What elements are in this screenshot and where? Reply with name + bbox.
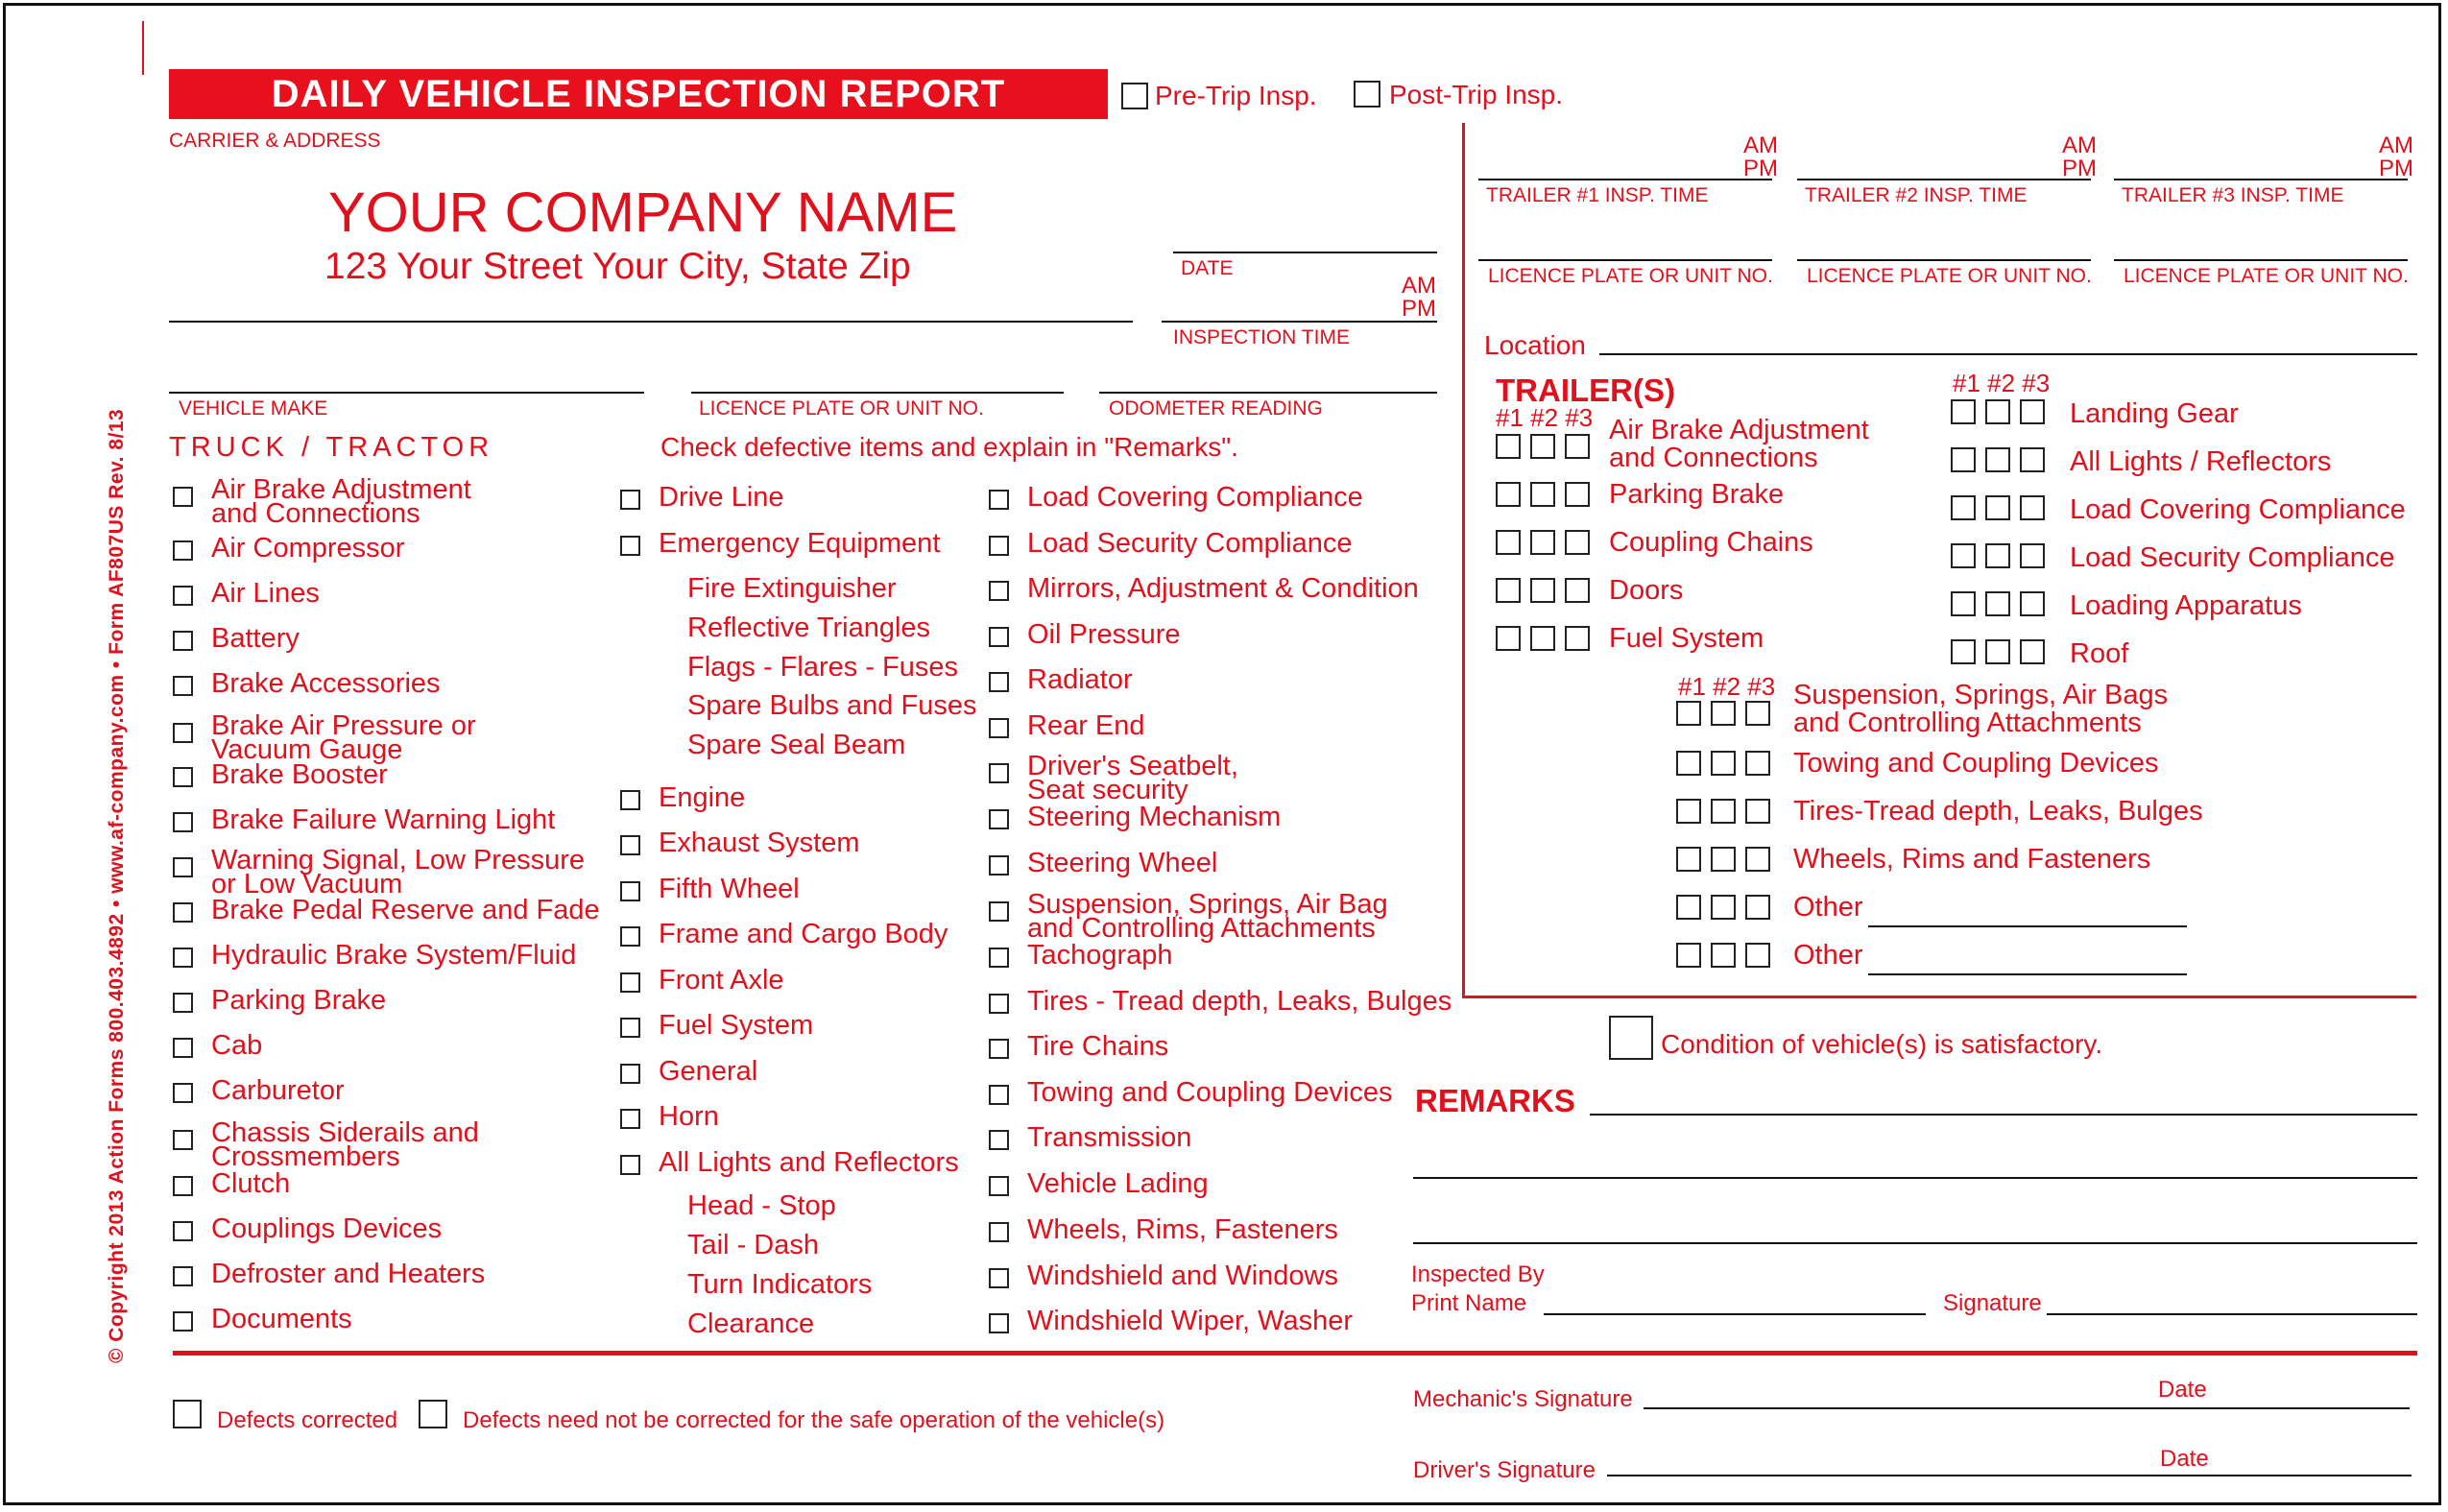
checkbox-general[interactable] [620,1064,640,1084]
trailer-item-label: Parking Brake [1609,479,1785,510]
roof-trailer-1-checkbox[interactable] [1951,639,1976,664]
item-label: Load Covering Compliance [1027,482,1363,513]
checkbox-brake-booster[interactable] [173,767,193,787]
item-label: Chassis Siderails and Crossmembers [211,1117,479,1172]
pre-trip-checkbox[interactable] [1121,83,1148,109]
trailer-item-label: Other [1793,940,1863,971]
checkbox-brake-air-pressure-or-vacuum-gauge[interactable] [173,723,193,743]
item-label: Warning Signal, Low Pressure or Low Vacuum [211,845,585,900]
defects-not-needed-checkbox[interactable] [419,1400,447,1428]
landing-gear-trailer-2-checkbox[interactable] [1985,399,2010,424]
driver-date-label: Date [2160,1446,2209,1472]
checkbox-radiator[interactable] [989,672,1009,692]
mechanic-signature-line[interactable] [1644,1407,2410,1409]
emergency-sub-item: Fire Extinguisher [687,573,897,604]
item-label: Battery [211,623,300,654]
trailer-3-time-line[interactable] [2114,179,2408,180]
checkbox-documents[interactable] [173,1311,193,1332]
remarks-line-2[interactable] [1413,1177,2417,1179]
checkbox-chassis-siderails-and-crossmembers[interactable] [173,1130,193,1150]
doors-trailer-1-checkbox[interactable] [1496,578,1521,603]
item-label: Emergency Equipment [659,528,941,559]
trailer-right-nums: #1 #2 #3 [1953,369,2051,397]
loading-apparatus-trailer-2-checkbox[interactable] [1985,591,2010,616]
checkbox-emergency-equipment[interactable] [620,536,640,556]
coupling-chains-trailer-2-checkbox[interactable] [1530,530,1555,555]
inspection-time-line[interactable] [1162,321,1437,323]
towing-and-coupling-devices-1-trailer-2-checkbox[interactable] [1711,751,1736,776]
am-label: AM [1402,273,1436,299]
trailer-item-label: All Lights / Reflectors [2070,446,2332,477]
item-label: Windshield Wiper, Washer [1027,1306,1353,1336]
trailers-heading: TRAILER(S) [1496,372,1675,408]
item-label: Defroster and Heaters [211,1259,486,1289]
truck-instruction: Check defective items and explain in "Remarks". [660,432,1238,462]
checkbox-load-covering-compliance[interactable] [989,490,1009,510]
trailer-2-licence-label: LICENCE PLATE OR UNIT NO. [1807,265,2092,287]
checkbox-exhaust-system[interactable] [620,835,640,855]
checkbox-driver-s-seatbelt-seat-security[interactable] [989,763,1009,783]
date-label: DATE [1181,257,1234,279]
checkbox-front-axle[interactable] [620,972,640,993]
item-label: Parking Brake [211,985,387,1016]
checkbox-rear-end[interactable] [989,718,1009,738]
load-security-compliance-trailer-1-checkbox[interactable] [1951,543,1976,568]
trailer-item-label: Suspension, Springs, Air Bags and Controlling Attachments [1793,680,2169,738]
load-security-compliance-trailer-2-checkbox[interactable] [1985,543,2010,568]
lights-sub-item: Head - Stop [687,1190,836,1221]
licence-label: LICENCE PLATE OR UNIT NO. [699,397,984,420]
mechanic-date-label: Date [2158,1377,2207,1403]
checkbox-oil-pressure[interactable] [989,627,1009,647]
load-covering-compliance-trailer-3-checkbox[interactable] [2020,495,2045,520]
item-label: Horn [659,1101,719,1132]
item-label: Transmission [1027,1122,1192,1153]
trailer-2-licence-line[interactable] [1797,259,2091,261]
corner-tick [142,21,144,75]
post-trip-label: Post-Trip Insp. [1389,80,1564,109]
checkbox-fifth-wheel[interactable] [620,881,640,901]
item-label: Driver's Seatbelt, Seat security [1027,751,1238,805]
parking-brake-trailer-2-checkbox[interactable] [1530,482,1555,507]
roof-trailer-2-checkbox[interactable] [1985,639,2010,664]
suspension-springs-air-bags-and-controlling-attachments-0-trailer-2-checkbox[interactable] [1711,701,1736,726]
item-label: Tachograph [1027,940,1173,971]
company-name: YOUR COMPANY NAME [328,181,958,244]
vehicle-make-line[interactable] [169,392,644,394]
trailer-item-label: Towing and Coupling Devices [1793,748,2159,779]
remarks-line-1[interactable] [1590,1114,2417,1116]
checkbox-brake-pedal-reserve-and-fade[interactable] [173,902,193,923]
checkbox-warning-signal-low-pressure-or-low-vacuum[interactable] [173,857,193,877]
address-line [169,321,1133,323]
fuel-system-trailer-2-checkbox[interactable] [1530,626,1555,651]
location-label: Location [1484,330,1586,360]
item-label: Carburetor [211,1075,345,1106]
emergency-sub-item: Reflective Triangles [687,612,931,643]
checkbox-steering-wheel[interactable] [989,855,1009,876]
checkbox-windshield-and-windows[interactable] [989,1268,1009,1288]
trailer-2-time-line[interactable] [1797,179,2091,180]
checkbox-parking-brake[interactable] [173,993,193,1013]
other-4-trailer-1-checkbox[interactable] [1676,895,1701,920]
satisfactory-label: Condition of vehicle(s) is satisfactory. [1661,1029,2103,1059]
print-name-label: Print Name [1411,1290,1527,1316]
checkbox-wheels-rims-fasteners[interactable] [989,1222,1009,1242]
item-label: Tire Chains [1027,1031,1169,1062]
air-brake-adjustment-and-connections-trailer-2-checkbox[interactable] [1530,434,1555,459]
trailer-item-label: Load Security Compliance [2070,542,2395,573]
post-trip-checkbox[interactable] [1354,81,1380,108]
item-label: Brake Pedal Reserve and Fade [211,895,600,925]
trailer-item-label: Wheels, Rims and Fasteners [1793,844,2151,875]
checkbox-tire-chains[interactable] [989,1039,1009,1059]
item-label: Rear End [1027,710,1145,741]
emergency-sub-item: Spare Seal Beam [687,730,906,760]
checkbox-couplings-devices[interactable] [173,1221,193,1241]
item-label: Brake Failure Warning Light [211,804,556,835]
wheels-rims-and-fasteners-3-trailer-1-checkbox[interactable] [1676,847,1701,872]
trailer-left-nums: #1 #2 #3 [1496,403,1594,432]
other-line-1[interactable] [1868,925,2187,927]
inspected-by-label: Inspected By [1411,1261,1545,1287]
doors-trailer-2-checkbox[interactable] [1530,578,1555,603]
suspension-springs-air-bags-and-controlling-attachments-0-trailer-3-checkbox[interactable] [1745,701,1770,726]
all-lights-reflectors-trailer-3-checkbox[interactable] [2020,447,2045,472]
checkbox-brake-accessories[interactable] [173,676,193,696]
item-label: Vehicle Lading [1027,1168,1209,1199]
trailer-bottom-nums: #1 #2 #3 [1678,672,1776,701]
all-lights-reflectors-trailer-2-checkbox[interactable] [1985,447,2010,472]
item-label: Frame and Cargo Body [659,919,948,949]
item-label: Exhaust System [659,828,860,858]
checkbox-clutch[interactable] [173,1176,193,1196]
item-label: Mirrors, Adjustment & Condition [1027,573,1419,604]
copyright-side-text: © Copyright 2013 Action Forms 800.403.4892 • www.af-company.com • Form AF807US Rev. 8/13 [106,408,128,1363]
fuel-system-trailer-3-checkbox[interactable] [1565,626,1590,651]
load-covering-compliance-trailer-2-checkbox[interactable] [1985,495,2010,520]
checkbox-carburetor[interactable] [173,1083,193,1103]
trailer-1-licence-line[interactable] [1478,259,1772,261]
air-brake-adjustment-and-connections-trailer-3-checkbox[interactable] [1565,434,1590,459]
checkbox-tachograph[interactable] [989,948,1009,968]
item-label: General [659,1056,758,1087]
pm-label: PM [1402,296,1436,322]
lights-sub-item: Tail - Dash [687,1230,819,1260]
loading-apparatus-trailer-3-checkbox[interactable] [2020,591,2045,616]
trailer-item-label: Roof [2070,638,2129,669]
checkbox-frame-and-cargo-body[interactable] [620,926,640,947]
item-label: Cab [211,1030,263,1061]
parking-brake-trailer-1-checkbox[interactable] [1496,482,1521,507]
trailer-3-time-label: TRAILER #3 INSP. TIME [2122,184,2344,206]
trailer-divider-vertical [1462,123,1465,998]
checkbox-tires-tread-depth-leaks-bulges[interactable] [989,994,1009,1014]
other-5-trailer-2-checkbox[interactable] [1711,943,1736,968]
location-line[interactable] [1599,353,2417,355]
trailer-divider-horizontal [1465,996,2416,998]
item-label: Hydraulic Brake System/Fluid [211,940,577,971]
driver-signature-line[interactable] [1607,1475,2412,1476]
trailer-1-time-line[interactable] [1478,179,1772,180]
company-address: 123 Your Street Your City, State Zip [324,246,911,287]
item-label: Air Compressor [211,533,405,564]
checkbox-brake-failure-warning-light[interactable] [173,812,193,832]
checkbox-hydraulic-brake-system-fluid[interactable] [173,948,193,968]
bottom-rule [173,1351,2417,1356]
trailer-3-licence-line[interactable] [2114,259,2408,261]
coupling-chains-trailer-1-checkbox[interactable] [1496,530,1521,555]
pre-trip-label: Pre-Trip Insp. [1155,81,1317,110]
item-label: Tires - Tread depth, Leaks, Bulges [1027,986,1452,1017]
trailer-item-label: Load Covering Compliance [2070,494,2406,525]
doors-trailer-3-checkbox[interactable] [1565,578,1590,603]
other-4-trailer-2-checkbox[interactable] [1711,895,1736,920]
checkbox-air-brake-adjustment-and-connections[interactable] [173,487,193,507]
all-lights-reflectors-trailer-1-checkbox[interactable] [1951,447,1976,472]
item-label: Load Security Compliance [1027,528,1353,559]
trailer-1-licence-label: LICENCE PLATE OR UNIT NO. [1488,265,1773,287]
item-label: Brake Booster [211,759,388,790]
checkbox-battery[interactable] [173,631,193,651]
other-5-trailer-3-checkbox[interactable] [1745,943,1770,968]
trailer-item-label: Other [1793,892,1863,923]
trailer-1-time-label: TRAILER #1 INSP. TIME [1486,184,1709,206]
trailer-3-licence-label: LICENCE PLATE OR UNIT NO. [2124,265,2409,287]
checkbox-vehicle-lading[interactable] [989,1176,1009,1196]
checkbox-air-lines[interactable] [173,586,193,606]
licence-line[interactable] [691,392,1064,394]
checkbox-steering-mechanism[interactable] [989,809,1009,829]
item-label: Steering Mechanism [1027,802,1282,832]
defects-not-needed-label: Defects need not be corrected for the safe operation of the vehicle(s) [463,1407,1165,1433]
inspection-time-label: INSPECTION TIME [1173,326,1350,348]
emergency-sub-item: Spare Bulbs and Fuses [687,690,977,721]
mechanic-signature-label: Mechanic's Signature [1413,1386,1633,1412]
trailer-2-time-label: TRAILER #2 INSP. TIME [1805,184,2028,206]
trailer-3-pm: PM [2379,156,2413,181]
item-label: All Lights and Reflectors [659,1147,959,1178]
lights-sub-item: Turn Indicators [687,1269,873,1300]
landing-gear-trailer-1-checkbox[interactable] [1951,399,1976,424]
odometer-line[interactable] [1099,392,1437,394]
item-label: Brake Air Pressure or Vacuum Gauge [211,710,476,765]
checkbox-drive-line[interactable] [620,490,640,510]
checkbox-horn[interactable] [620,1109,640,1129]
coupling-chains-trailer-3-checkbox[interactable] [1565,530,1590,555]
landing-gear-trailer-3-checkbox[interactable] [2020,399,2045,424]
item-label: Brake Accessories [211,668,441,699]
checkbox-fuel-system[interactable] [620,1018,640,1038]
other-4-trailer-3-checkbox[interactable] [1745,895,1770,920]
trailer-item-label: Coupling Chains [1609,527,1813,558]
towing-and-coupling-devices-1-trailer-1-checkbox[interactable] [1676,751,1701,776]
wheels-rims-and-fasteners-3-trailer-2-checkbox[interactable] [1711,847,1736,872]
carrier-label: CARRIER & ADDRESS [169,130,381,152]
trailer-item-label: Air Brake Adjustment and Connections [1609,415,1869,473]
load-security-compliance-trailer-3-checkbox[interactable] [2020,543,2045,568]
item-label: Engine [659,782,746,813]
trailer-3-am: AM [2379,132,2413,158]
date-line[interactable] [1173,252,1437,253]
trailer-2-am: AM [2062,132,2097,158]
checkbox-mirrors-adjustment-condition[interactable] [989,581,1009,601]
checkbox-load-security-compliance[interactable] [989,536,1009,556]
item-label: Towing and Coupling Devices [1027,1077,1393,1108]
checkbox-engine[interactable] [620,790,640,810]
driver-signature-label: Driver's Signature [1413,1457,1596,1483]
item-label: Fifth Wheel [659,874,800,904]
trailer-2-pm: PM [2062,156,2097,181]
fuel-system-trailer-1-checkbox[interactable] [1496,626,1521,651]
item-label: Radiator [1027,664,1133,695]
item-label: Air Lines [211,578,320,609]
item-label: Air Brake Adjustment and Connections [211,474,471,529]
load-covering-compliance-trailer-1-checkbox[interactable] [1951,495,1976,520]
odometer-label: ODOMETER READING [1109,397,1323,420]
checkbox-defroster-and-heaters[interactable] [173,1266,193,1286]
trailer-item-label: Doors [1609,575,1684,606]
satisfactory-checkbox[interactable] [1609,1016,1653,1060]
item-label: Windshield and Windows [1027,1260,1338,1291]
checkbox-transmission[interactable] [989,1130,1009,1150]
item-label: Drive Line [659,482,784,513]
checkbox-cab[interactable] [173,1038,193,1058]
lights-sub-item: Clearance [687,1308,815,1339]
trailer-1-pm: PM [1743,156,1778,181]
print-name-line[interactable] [1544,1313,1926,1315]
checkbox-towing-and-coupling-devices[interactable] [989,1085,1009,1105]
tires-tread-depth-leaks-bulges-2-trailer-2-checkbox[interactable] [1711,799,1736,824]
checkbox-all-lights-and-reflectors[interactable] [620,1155,640,1175]
item-label: Documents [211,1304,352,1334]
air-brake-adjustment-and-connections-trailer-1-checkbox[interactable] [1496,434,1521,459]
checkbox-windshield-wiper-washer[interactable] [989,1313,1009,1333]
parking-brake-trailer-3-checkbox[interactable] [1565,482,1590,507]
trailer-1-am: AM [1743,132,1778,158]
form-title: DAILY VEHICLE INSPECTION REPORT [169,69,1108,119]
item-label: Steering Wheel [1027,848,1218,878]
trailer-item-label: Tires-Tread depth, Leaks, Bulges [1793,796,2203,827]
checkbox-air-compressor[interactable] [173,540,193,561]
defects-corrected-label: Defects corrected [217,1407,398,1433]
trailer-item-label: Fuel System [1609,623,1764,654]
other-5-trailer-1-checkbox[interactable] [1676,943,1701,968]
tires-tread-depth-leaks-bulges-2-trailer-1-checkbox[interactable] [1676,799,1701,824]
vehicle-make-label: VEHICLE MAKE [179,397,328,420]
suspension-springs-air-bags-and-controlling-attachments-0-trailer-1-checkbox[interactable] [1676,701,1701,726]
item-label: Couplings Devices [211,1213,443,1244]
item-label: Suspension, Springs, Air Bag and Controlling Attachments [1027,889,1388,944]
remarks-line-3[interactable] [1413,1242,2417,1244]
trailer-item-label: Landing Gear [2070,398,2239,429]
checkbox-suspension-springs-air-bag-and-controlling-attachments[interactable] [989,901,1009,922]
loading-apparatus-trailer-1-checkbox[interactable] [1951,591,1976,616]
wheels-rims-and-fasteners-3-trailer-3-checkbox[interactable] [1745,847,1770,872]
other-line-2[interactable] [1868,973,2187,975]
signature-label: Signature [1943,1290,2042,1316]
towing-and-coupling-devices-1-trailer-3-checkbox[interactable] [1745,751,1770,776]
trailer-item-label: Loading Apparatus [2070,590,2302,621]
tires-tread-depth-leaks-bulges-2-trailer-3-checkbox[interactable] [1745,799,1770,824]
emergency-sub-item: Flags - Flares - Fuses [687,652,958,683]
truck-heading: TRUCK / TRACTOR [169,432,494,463]
roof-trailer-3-checkbox[interactable] [2020,639,2045,664]
item-label: Fuel System [659,1010,814,1041]
item-label: Oil Pressure [1027,619,1181,650]
defects-corrected-checkbox[interactable] [173,1400,202,1428]
item-label: Wheels, Rims, Fasteners [1027,1214,1338,1245]
item-label: Clutch [211,1168,291,1199]
remarks-heading: REMARKS [1415,1083,1575,1118]
item-label: Front Axle [659,965,784,996]
signature-line[interactable] [2047,1313,2417,1315]
